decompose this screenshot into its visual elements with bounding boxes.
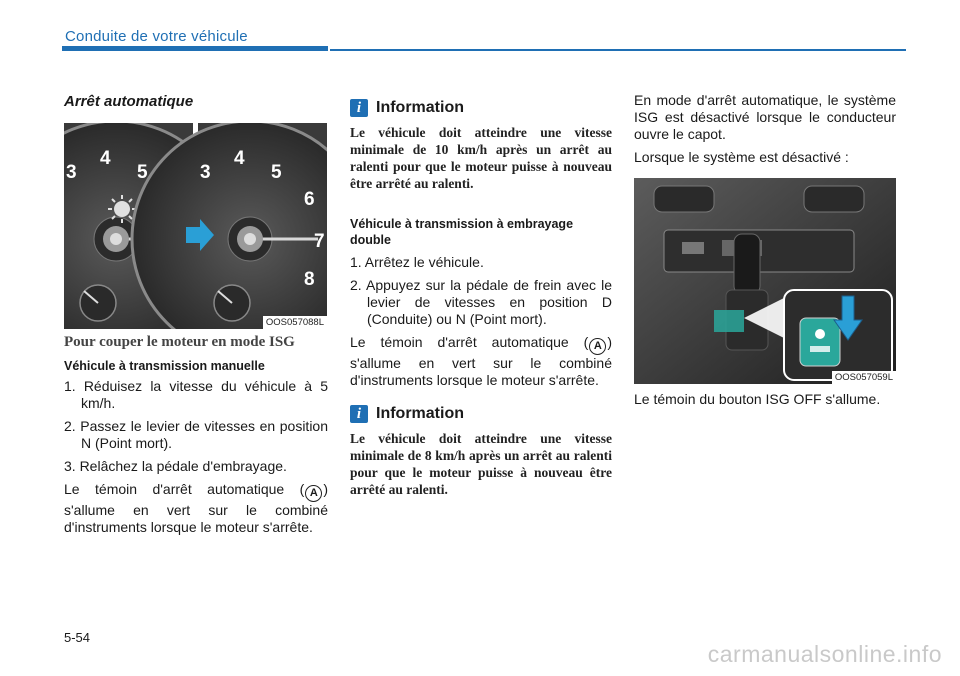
- gauge-number: 4: [100, 148, 111, 169]
- auto-stop-icon: A: [305, 485, 322, 502]
- info-title: Information: [376, 99, 464, 116]
- gauge-figure: [64, 123, 327, 329]
- column-middle: [350, 99, 612, 498]
- steps-list: [64, 378, 328, 475]
- list-item: 1. Arrêtez le véhicule.: [350, 254, 484, 270]
- info-body: Le véhicule doit atteindre une vitesse minimale de 10 km/h après un arrêt au ralenti pour que le moteur puisse à nouveau être arrêté au ralenti.: [350, 125, 612, 191]
- column-right-bottom: [634, 391, 896, 408]
- info-icon: i: [350, 99, 368, 117]
- gauge-number: 5: [271, 162, 282, 183]
- manual-transmission-title: Véhicule à transmission manuelle: [64, 359, 265, 373]
- indicator-paragraph: Le témoin d'arrêt automatique ( A ) s'allume en vert sur le combiné d'instruments lorsque le moteur s'arrête.: [64, 481, 328, 535]
- list-item: 1. Réduisez la vitesse du véhicule à 5 km/h.: [64, 378, 328, 411]
- list-item: 3. Relâchez la pédale d'embrayage.: [64, 458, 287, 474]
- gauge-number: 8: [304, 269, 315, 290]
- gauge-number: 7: [314, 231, 325, 252]
- isg-button-figure: [634, 178, 896, 384]
- page-number: 5-54: [64, 630, 91, 645]
- header-rule: [330, 49, 906, 51]
- info-icon: i: [350, 405, 368, 423]
- gauge-illustration: [64, 123, 327, 329]
- gauge-number: 5: [137, 162, 148, 183]
- gauge-number: 3: [200, 162, 211, 183]
- dct-title: Véhicule à transmission à embrayage double: [350, 217, 574, 247]
- figure-label: OOS057059L: [832, 371, 896, 384]
- information-header: [350, 99, 612, 117]
- indicator-paragraph: Le témoin d'arrêt automatique ( A ) s'allume en vert sur le combiné d'instruments lorsque le moteur s'arrête.: [350, 334, 612, 388]
- auto-stop-icon: A: [589, 338, 606, 355]
- figure-label: OOS057088L: [263, 316, 327, 329]
- list-item: 2. Appuyez sur la pédale de frein avec le levier de vitesses en position D (Conduite) ou N (Point mort).: [350, 277, 612, 327]
- gauge-number: 6: [304, 189, 315, 210]
- chapter-title: Conduite de votre véhicule: [65, 28, 248, 45]
- paragraph: En mode d'arrêt automatique, le système ISG est désactivé lorsque le conducteur ouvre le capot.: [634, 92, 896, 142]
- steps-list: [350, 254, 612, 328]
- info-title: Information: [376, 405, 464, 422]
- list-item: 2. Passez le levier de vitesses en position N (Point mort).: [64, 418, 328, 451]
- section-heading: Arrêt automatique: [64, 93, 194, 110]
- paragraph: Le témoin du bouton ISG OFF s'allume.: [634, 391, 881, 407]
- information-header: [350, 405, 612, 423]
- console-illustration: [634, 178, 896, 384]
- watermark: carmanualsonline.info: [707, 641, 942, 667]
- column-left: [64, 334, 328, 536]
- column-right: [634, 92, 896, 166]
- header-bar: [62, 46, 328, 51]
- info-body: Le véhicule doit atteindre une vitesse minimale de 8 km/h après un arrêt au ralenti pour que le moteur puisse à nouveau être arrêté au ralenti.: [350, 431, 612, 497]
- gauge-number: 4: [234, 148, 245, 169]
- gauge-number: 3: [66, 162, 77, 183]
- subheading: Pour couper le moteur en mode ISG: [64, 334, 295, 350]
- paragraph: Lorsque le système est désactivé :: [634, 149, 849, 165]
